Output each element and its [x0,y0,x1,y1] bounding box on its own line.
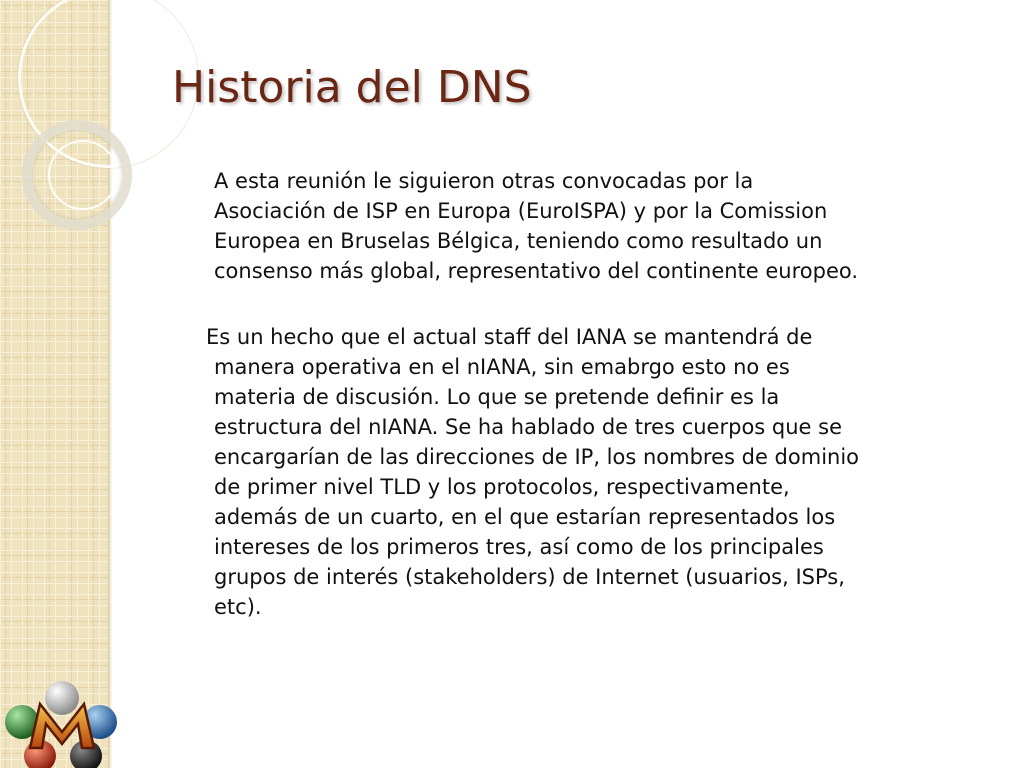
paragraph-2: Es un hecho que el actual staff del IANA se mantendrá de manera operativa en el nIANA, sin emabrgo esto no es materia de discusión. Lo que se pretende definir es la estructura del nIANA. Se ha hablado de tres cuerpos que se encargarían de las direcciones de IP, los nombres de dominio de primer nivel TLD y los protocolos, respectivamente, además de un cuarto, en el que estarían representados los intereses de los primeros tres, así como de los principales grupos de interés (stakeholders) de Internet (usuarios, ISPs, etc). [206,325,860,619]
paragraph-1: A esta reunión le siguieron otras convocadas por la Asociación de ISP en Europa (EuroISPA) y por la Comission Europea en Bruselas Bélgica, teniendo como resultado un consenso más global, representativo del continente europeo. [214,169,859,283]
magic-m-emblem-icon [0,676,124,768]
slide-title: Historia del DNS [172,62,532,113]
slide-body [204,166,994,622]
decorative-ring-small [48,140,118,210]
